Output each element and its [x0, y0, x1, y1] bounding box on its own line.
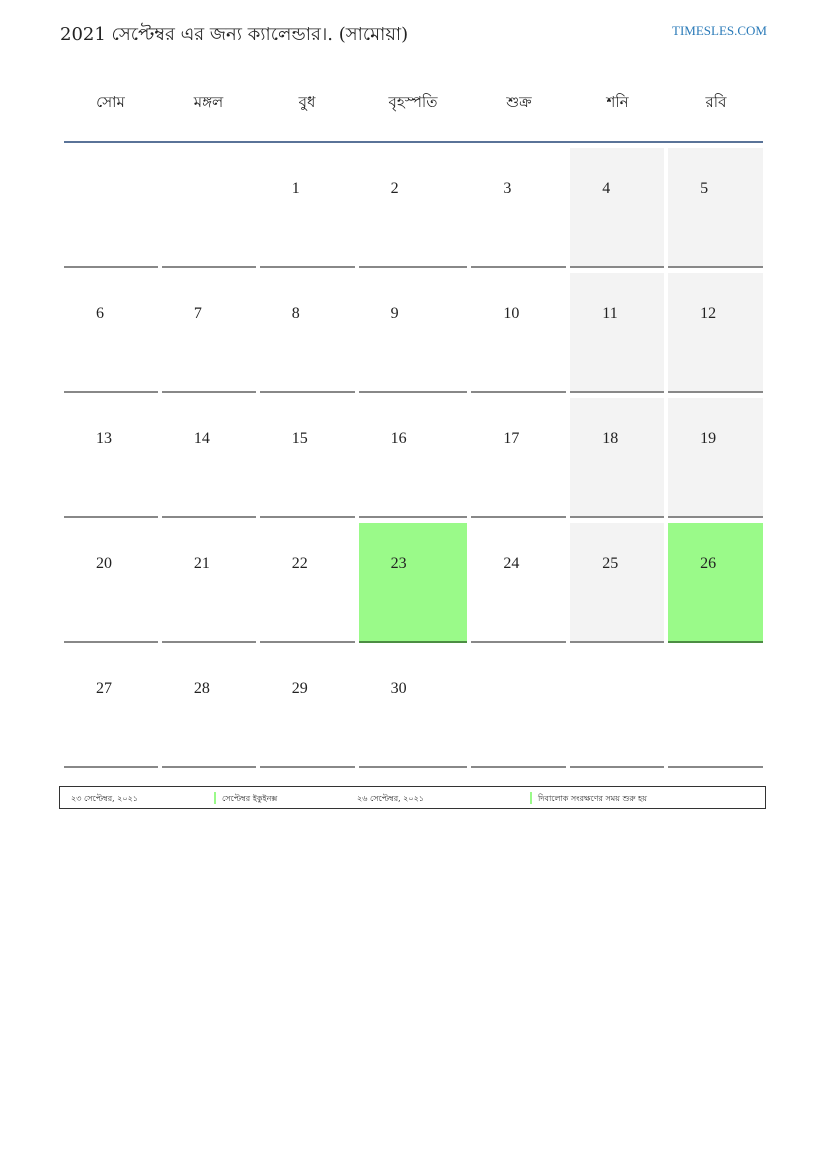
- day-cell[interactable]: [668, 148, 763, 268]
- day-cell[interactable]: [64, 273, 158, 393]
- day-cell[interactable]: [570, 523, 664, 643]
- day-number: 28: [193, 680, 210, 697]
- week-row: [64, 518, 763, 643]
- day-number: 21: [193, 555, 210, 572]
- day-cell[interactable]: [570, 398, 664, 518]
- day-cell[interactable]: [64, 648, 158, 768]
- legend-box: [59, 786, 766, 809]
- weeks-container: [64, 143, 763, 768]
- day-cell[interactable]: [359, 523, 468, 643]
- legend-marker-1: [214, 792, 216, 804]
- day-number: 19: [700, 430, 717, 447]
- day-number: 23: [390, 555, 407, 572]
- day-cell[interactable]: [570, 273, 664, 393]
- day-number: 7: [193, 305, 202, 322]
- day-number: 9: [390, 305, 399, 322]
- day-cell[interactable]: [471, 273, 566, 393]
- page-title: 2021 সেপ্টেম্বর এর জন্য ক্যালেন্ডার।. (সামোয়া): [60, 24, 409, 45]
- legend-date-1: ২৩ সেপ্টেম্বর, ২০২১: [71, 794, 138, 803]
- day-cell[interactable]: [570, 148, 664, 268]
- weekday-thursday: বৃহস্পতি: [388, 93, 438, 111]
- day-number: 20: [96, 555, 112, 572]
- day-cell[interactable]: [668, 398, 763, 518]
- day-number: 26: [700, 555, 717, 572]
- day-number: 8: [291, 305, 300, 322]
- day-number: 3: [503, 180, 512, 197]
- day-cell[interactable]: [668, 273, 763, 393]
- day-number: 5: [700, 180, 709, 197]
- legend-date-2: ২৬ সেপ্টেম্বর, ২০২১: [357, 794, 424, 803]
- day-number: 24: [503, 555, 520, 572]
- day-cell[interactable]: [260, 648, 355, 768]
- day-number: 10: [503, 305, 520, 322]
- calendar-grid: [64, 80, 763, 768]
- day-cell[interactable]: [359, 398, 468, 518]
- day-number: 27: [96, 680, 112, 697]
- empty-day-cell: [64, 148, 158, 268]
- day-number: 17: [503, 430, 520, 447]
- day-cell[interactable]: [471, 523, 566, 643]
- weekday-sunday: রবি: [705, 93, 727, 111]
- weekday-friday: শুক্র: [506, 93, 532, 111]
- day-number: 15: [291, 430, 308, 447]
- day-number: 25: [602, 555, 619, 572]
- day-cell[interactable]: [162, 648, 256, 768]
- week-row: [64, 643, 763, 768]
- day-number: 16: [390, 430, 407, 447]
- empty-day-cell: [162, 148, 256, 268]
- day-number: 22: [291, 555, 308, 572]
- site-link[interactable]: TIMESLES.COM: [672, 23, 767, 38]
- day-number: 13: [96, 430, 112, 447]
- empty-day-cell: [668, 648, 763, 768]
- day-number: 18: [602, 430, 619, 447]
- week-row: [64, 393, 763, 518]
- day-number: 2: [390, 180, 399, 197]
- day-number: 29: [291, 680, 308, 697]
- day-cell[interactable]: [668, 523, 763, 643]
- day-number: 4: [602, 180, 611, 197]
- week-row: [64, 268, 763, 393]
- day-number: 12: [700, 305, 717, 322]
- legend-marker-2: [530, 792, 532, 804]
- week-row: [64, 143, 763, 268]
- legend-event-2: দিবালোক সংরক্ষণের সময় শুরু হয়: [538, 794, 647, 803]
- day-cell[interactable]: [260, 273, 355, 393]
- day-cell[interactable]: [64, 523, 158, 643]
- day-cell[interactable]: [64, 398, 158, 518]
- legend-event-1: সেপ্টেম্বর ইকুইনক্স: [222, 794, 278, 803]
- weekday-saturday: শনি: [606, 93, 629, 111]
- day-cell[interactable]: [471, 148, 566, 268]
- day-cell[interactable]: [260, 523, 355, 643]
- day-number: 1: [291, 180, 300, 197]
- weekday-monday: সোম: [96, 93, 125, 111]
- day-number: 6: [96, 305, 104, 322]
- day-cell[interactable]: [471, 398, 566, 518]
- day-number: 11: [602, 305, 618, 322]
- day-cell[interactable]: [359, 148, 468, 268]
- weekday-wednesday: বুধ: [298, 93, 316, 111]
- day-cell[interactable]: [162, 523, 256, 643]
- weekday-tuesday: মঙ্গল: [193, 93, 224, 111]
- day-cell[interactable]: [260, 148, 355, 268]
- day-cell[interactable]: [162, 398, 256, 518]
- day-cell[interactable]: [162, 273, 256, 393]
- day-cell[interactable]: [260, 398, 355, 518]
- day-cell[interactable]: [359, 273, 468, 393]
- day-number: 30: [390, 680, 407, 697]
- day-cell[interactable]: [359, 648, 468, 768]
- weekday-header-row: [64, 80, 763, 143]
- empty-day-cell: [570, 648, 664, 768]
- empty-day-cell: [471, 648, 566, 768]
- day-number: 14: [193, 430, 210, 447]
